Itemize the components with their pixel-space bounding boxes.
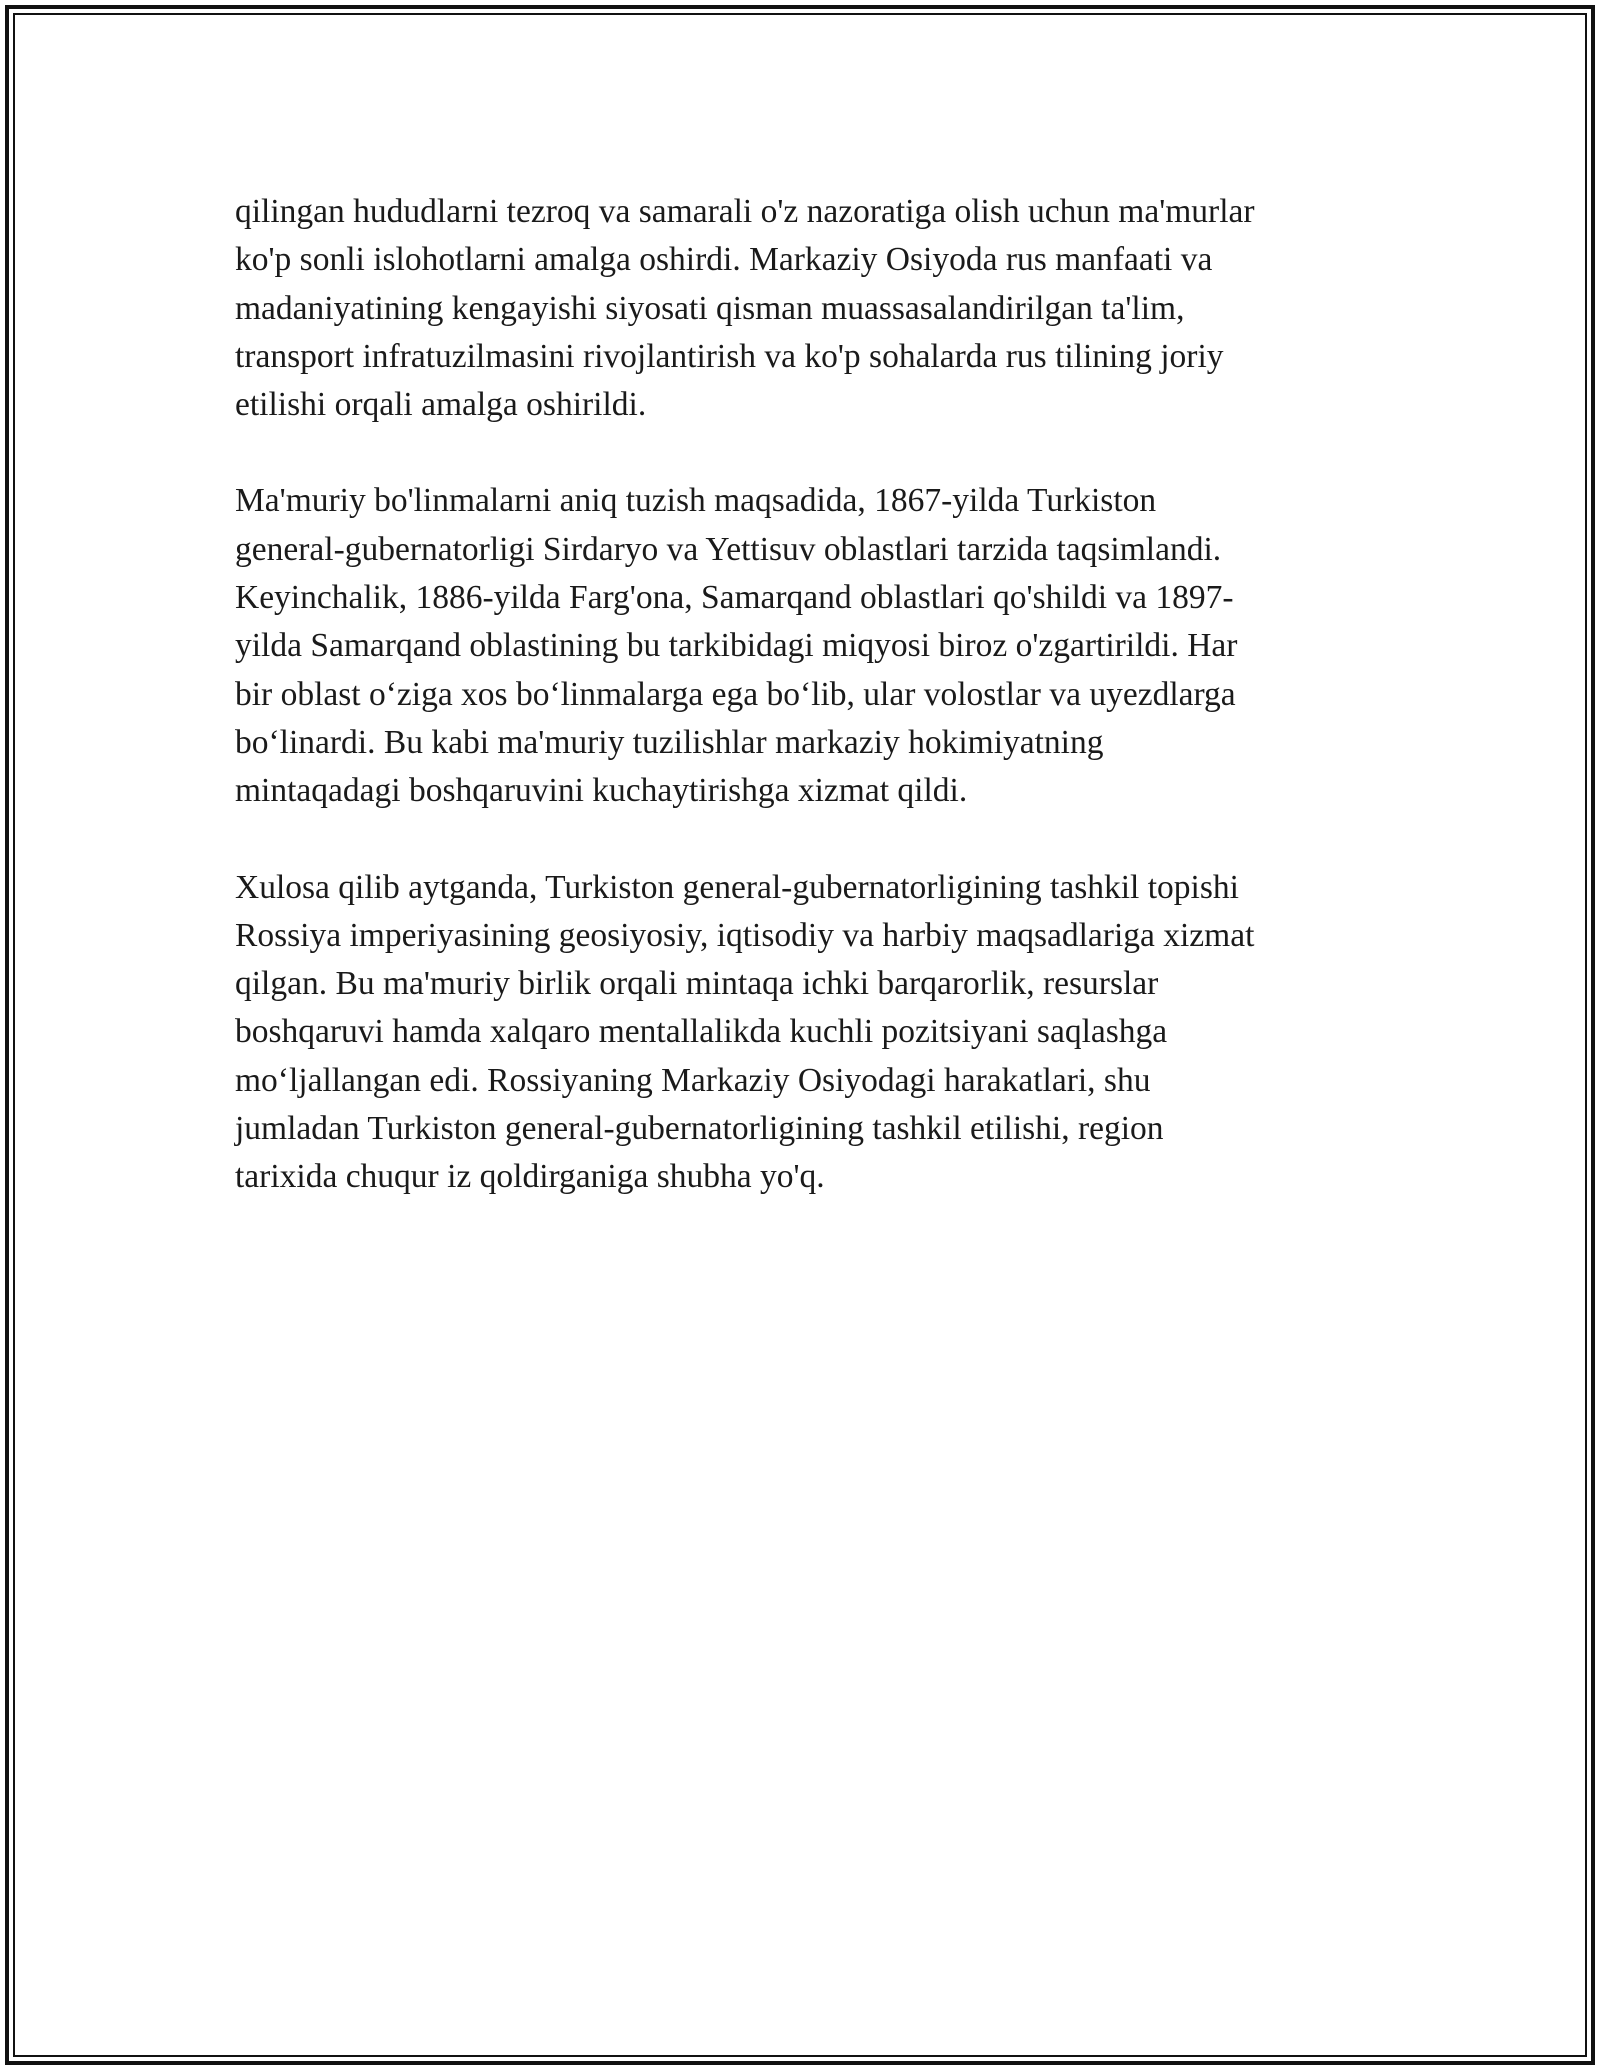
paragraph-1: qilingan hududlarni tezroq va samarali o'z nazoratiga olish uchun ma'murlar ko'p sonli islohotlarni amalga oshirdi. Markaziy Osiyoda rus manfaati va madaniyatining kengayishi siyosati qisman muassasalandirilgan ta'lim, transport infratuzilmasini rivojlantirish va ko'p sohalarda rus tilining joriy etilishi orqali amalga oshirildi. [235, 193, 1255, 424]
paragraph-2: Ma'muriy bo'linmalarni aniq tuzish maqsadida, 1867-yilda Turkiston general-gubernatorligi Sirdaryo va Yettisuv oblastlari tarzida taqsimlandi. Keyinchalik, 1886-yilda Farg'ona, Samarqand oblastlari qo'shildi va 1897- yilda Samarqand oblastining bu tarkibidagi miqyosi biroz o'zgartirildi. Har bir oblast o‘ziga xos bo‘linmalarga ega bo‘lib, ular volostlar va uyezdlarga bo‘linardi. Bu kabi ma'muriy tuzilishlar markaziy hokimiyatning mintaqadagi boshqaruvini kuchaytirishga xizmat qildi. [235, 482, 1238, 810]
paragraph-3: Xulosa qilib aytganda, Turkiston general-gubernatorligining tashkil topishi Rossiya imperiyasining geosiyosiy, iqtisodiy va harbiy maqsadlariga xizmat qilgan. Bu ma'muriy birlik orqali mintaqa ichki barqarorlik, resurslar boshqaruvi hamda xalqaro mentallalikda kuchli pozitsiyani saqlashga mo‘ljallangan edi. Rossiyaning Markaziy Osiyodagi harakatlari, shu jumladan Turkiston general-gubernatorligining tashkil etilishi, region tarixida chuqur iz qoldirganiga shubha yo'q. [235, 868, 1255, 1196]
document-body [235, 188, 1365, 1250]
